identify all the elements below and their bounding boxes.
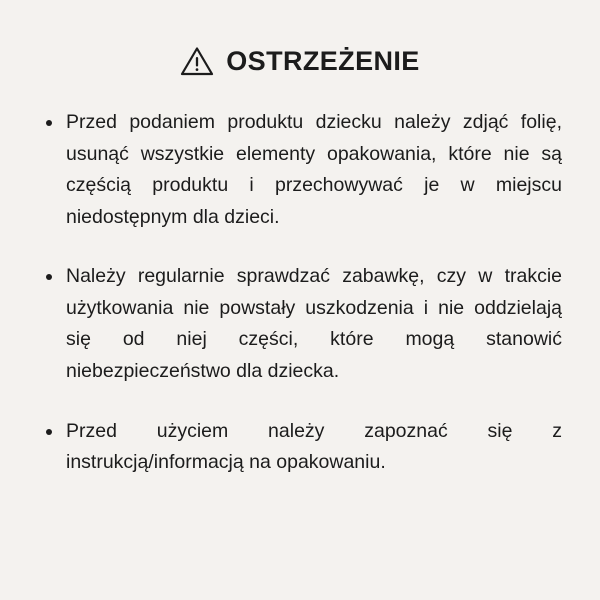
list-item: Przed podaniem produktu dziecku należy zdjąć folię, usunąć wszystkie elementy opakowania, które nie są częścią produktu i przechowywać je w miejscu niedostępnym dla dzieci. <box>38 107 562 233</box>
page-title: OSTRZEŻENIE <box>226 46 420 76</box>
warning-bullet-list <box>38 107 562 479</box>
list-item: Przed użyciem należy zapoznać się z instrukcją/informacją na opakowaniu. <box>38 416 562 479</box>
warning-triangle-icon <box>180 46 214 77</box>
list-item: Należy regularnie sprawdzać zabawkę, czy w trakcie użytkowania nie powstały uszkodzenia i nie oddzielają się od niej części, które mogą stanowić niebezpieczeństwo dla dziecka. <box>38 261 562 387</box>
warning-header <box>180 46 419 77</box>
